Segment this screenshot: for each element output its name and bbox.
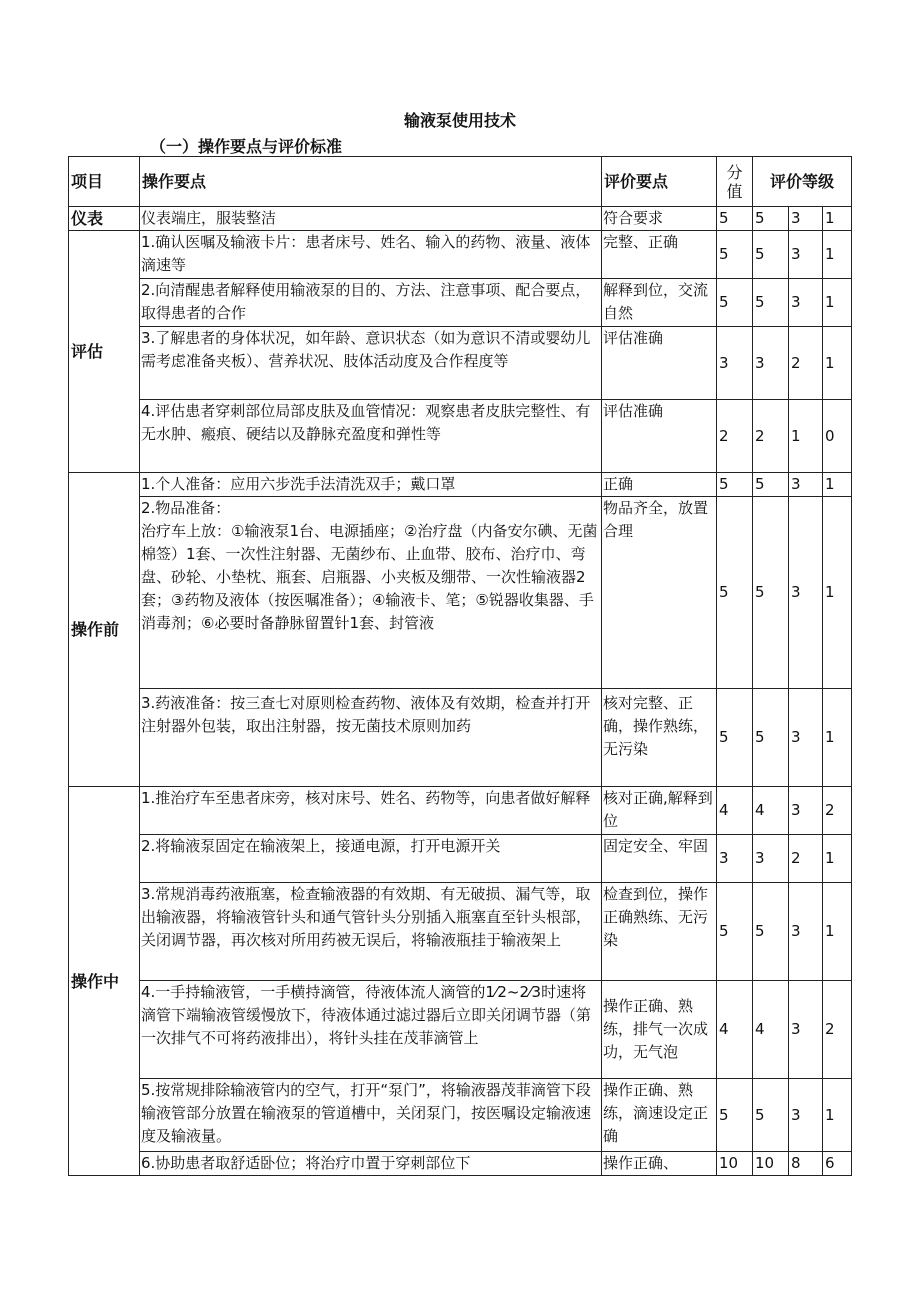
table-row — [69, 1152, 852, 1176]
row-grade-c: 0 — [823, 400, 852, 473]
row-grade-b: 2 — [789, 835, 823, 883]
row-grade-b: 3 — [789, 1079, 823, 1152]
row-text: 2.向清醒患者解释使用输液泵的目的、方法、注意事项、配合要点，取得患者的合作 — [140, 279, 602, 327]
row-eval: 正确 — [602, 473, 717, 497]
header-item: 项目 — [69, 157, 140, 207]
table-row — [69, 787, 852, 835]
row-text: 4.评估患者穿刺部位局部皮肤及血管情况：观察患者皮肤完整性、有无水肿、瘢痕、硬结以及静脉充盈度和弹性等 — [140, 400, 602, 473]
row-grade-c: 1 — [823, 473, 852, 497]
row-eval: 操作正确、熟练，滴速设定正确 — [602, 1079, 717, 1152]
row-score: 2 — [717, 400, 753, 473]
document-title: 输液泵使用技术 — [403, 111, 516, 130]
row-grade-a: 10 — [753, 1152, 789, 1176]
row-text: 1.个人准备：应用六步洗手法清洗双手；戴口罩 — [140, 473, 602, 497]
row-score: 5 — [717, 883, 753, 981]
row-eval: 评估准确 — [602, 400, 717, 473]
row-text: 2.物品准备： 治疗车上放：①输液泵1台、电源插座；②治疗盘（内备安尔碘、无菌棉签）1套、一次性注射器、无菌纱布、止血带、胶布、治疗巾、弯盘、砂轮、小垫枕、瓶套、启瓶器、小夹板及绷带、一次性输液器2套；③药物及液体（按医嘱准备）；④输液卡、笔；⑤锐器收集器、手消毒剂；⑥必要时备静脉留置针1套、封管液 — [140, 497, 602, 689]
row-grade-b: 3 — [789, 883, 823, 981]
row-score: 3 — [717, 327, 753, 400]
row-text: 2.将输液泵固定在输液架上，接通电源，打开电源开关 — [140, 835, 602, 883]
row-eval: 检查到位，操作正确熟练、无污染 — [602, 883, 717, 981]
row-score: 5 — [717, 231, 753, 279]
table-row — [69, 689, 852, 787]
row-text: 3.常规消毒药液瓶塞，检查输液器的有效期、有无破损、漏气等，取出输液器，将输液管针头和通气管针头分别插入瓶塞直至针头根部，关闭调节器，再次核对所用药被无误后，将输液瓶挂于输液架上 — [140, 883, 602, 981]
row-grade-a: 5 — [753, 207, 789, 231]
row-grade-c: 1 — [823, 497, 852, 689]
row-eval: 物品齐全，放置合理 — [602, 497, 717, 689]
row-grade-b: 3 — [789, 497, 823, 689]
row-eval: 操作正确、熟练，排气一次成功，无气泡 — [602, 981, 717, 1079]
row-grade-a: 5 — [753, 1079, 789, 1152]
row-grade-a: 5 — [753, 497, 789, 689]
table-row — [69, 327, 852, 400]
table-header-row — [69, 157, 852, 207]
row-grade-c: 1 — [823, 207, 852, 231]
row-grade-b: 3 — [789, 787, 823, 835]
row-score: 5 — [717, 279, 753, 327]
header-points: 操作要点 — [140, 157, 602, 207]
evaluation-table — [68, 156, 852, 1176]
row-grade-b: 3 — [789, 207, 823, 231]
row-eval: 固定安全、牢固 — [602, 835, 717, 883]
table-row — [69, 231, 852, 279]
row-text: 4.一手持输液管，一手横持滴管，待液体流人滴管的1⁄2~2⁄3时速将滴管下端输液管缓慢放下，待液体通过滤过器后立即关闭调节器（第一次排气不可将药液排出），将针头挂在茂菲滴管上 — [140, 981, 602, 1079]
row-text: 3.药液准备：按三查七对原则检查药物、液体及有效期，检查并打开注射器外包装，取出注射器，按无菌技术原则加药 — [140, 689, 602, 787]
row-grade-a: 5 — [753, 689, 789, 787]
row-grade-a: 4 — [753, 787, 789, 835]
row-grade-b: 1 — [789, 400, 823, 473]
row-eval: 评估准确 — [602, 327, 717, 400]
row-grade-c: 1 — [823, 1079, 852, 1152]
row-text: 1.确认医嘱及输液卡片：患者床号、姓名、输入的药物、液量、液体滴速等 — [140, 231, 602, 279]
row-grade-c: 1 — [823, 327, 852, 400]
category-appearance: 仪表 — [69, 207, 140, 231]
row-grade-c: 1 — [823, 231, 852, 279]
row-grade-c: 1 — [823, 689, 852, 787]
row-grade-c: 2 — [823, 981, 852, 1079]
row-grade-c: 6 — [823, 1152, 852, 1176]
row-eval: 符合要求 — [602, 207, 717, 231]
row-grade-b: 3 — [789, 473, 823, 497]
row-grade-b: 3 — [789, 689, 823, 787]
table-row — [69, 497, 852, 689]
table-row — [69, 473, 852, 497]
row-grade-a: 4 — [753, 981, 789, 1079]
row-eval: 解释到位，交流自然 — [602, 279, 717, 327]
row-grade-a: 5 — [753, 279, 789, 327]
row-grade-b: 2 — [789, 327, 823, 400]
row-grade-c: 2 — [823, 787, 852, 835]
row-score: 4 — [717, 981, 753, 1079]
category-pre-op: 操作前 — [69, 473, 140, 787]
row-grade-b: 8 — [789, 1152, 823, 1176]
header-eval: 评价要点 — [602, 157, 717, 207]
row-eval: 核对正确,解释到位 — [602, 787, 717, 835]
table-row — [69, 1079, 852, 1152]
row-grade-a: 5 — [753, 231, 789, 279]
row-grade-a: 5 — [753, 473, 789, 497]
row-text: 仪表端庄，服装整洁 — [140, 207, 602, 231]
row-eval: 核对完整、正确，操作熟练，无污染 — [602, 689, 717, 787]
table-row — [69, 207, 852, 231]
table-row — [69, 279, 852, 327]
row-grade-a: 5 — [753, 883, 789, 981]
row-grade-a: 3 — [753, 327, 789, 400]
category-during-op: 操作中 — [69, 787, 140, 1176]
row-score: 3 — [717, 835, 753, 883]
row-score: 4 — [717, 787, 753, 835]
row-grade-a: 2 — [753, 400, 789, 473]
row-grade-a: 3 — [753, 835, 789, 883]
row-eval: 完整、正确 — [602, 231, 717, 279]
row-grade-c: 1 — [823, 835, 852, 883]
header-score: 分 值 — [717, 157, 753, 207]
table-row — [69, 883, 852, 981]
row-grade-b: 3 — [789, 279, 823, 327]
row-text: 1.推治疗车至患者床旁，核对床号、姓名、药物等，向患者做好解释 — [140, 787, 602, 835]
row-score: 5 — [717, 207, 753, 231]
row-grade-b: 3 — [789, 231, 823, 279]
section-subtitle: （一）操作要点与评价标准 — [150, 137, 343, 156]
row-text: 5.按常规排除输液管内的空气，打开“泵门”，将输液器茂菲滴管下段输液管部分放置在输液泵的管道槽中，关闭泵门，按医嘱设定输液速度及输液量。 — [140, 1079, 602, 1152]
category-assessment: 评估 — [69, 231, 140, 473]
row-text: 3.了解患者的身体状况，如年龄、意识状态（如为意识不清或婴幼儿需考虑准备夹板）、营养状况、肢体活动度及合作程度等 — [140, 327, 602, 400]
row-eval: 操作正确、 — [602, 1152, 717, 1176]
row-text: 6.协助患者取舒适卧位；将治疗巾置于穿刺部位下 — [140, 1152, 602, 1176]
row-score: 5 — [717, 497, 753, 689]
row-score: 5 — [717, 473, 753, 497]
row-grade-b: 3 — [789, 981, 823, 1079]
row-grade-c: 1 — [823, 883, 852, 981]
row-grade-c: 1 — [823, 279, 852, 327]
table-row — [69, 981, 852, 1079]
table-row — [69, 835, 852, 883]
header-grade: 评价等级 — [753, 157, 852, 207]
row-score: 5 — [717, 1079, 753, 1152]
table-row — [69, 400, 852, 473]
row-score: 5 — [717, 689, 753, 787]
row-score: 10 — [717, 1152, 753, 1176]
